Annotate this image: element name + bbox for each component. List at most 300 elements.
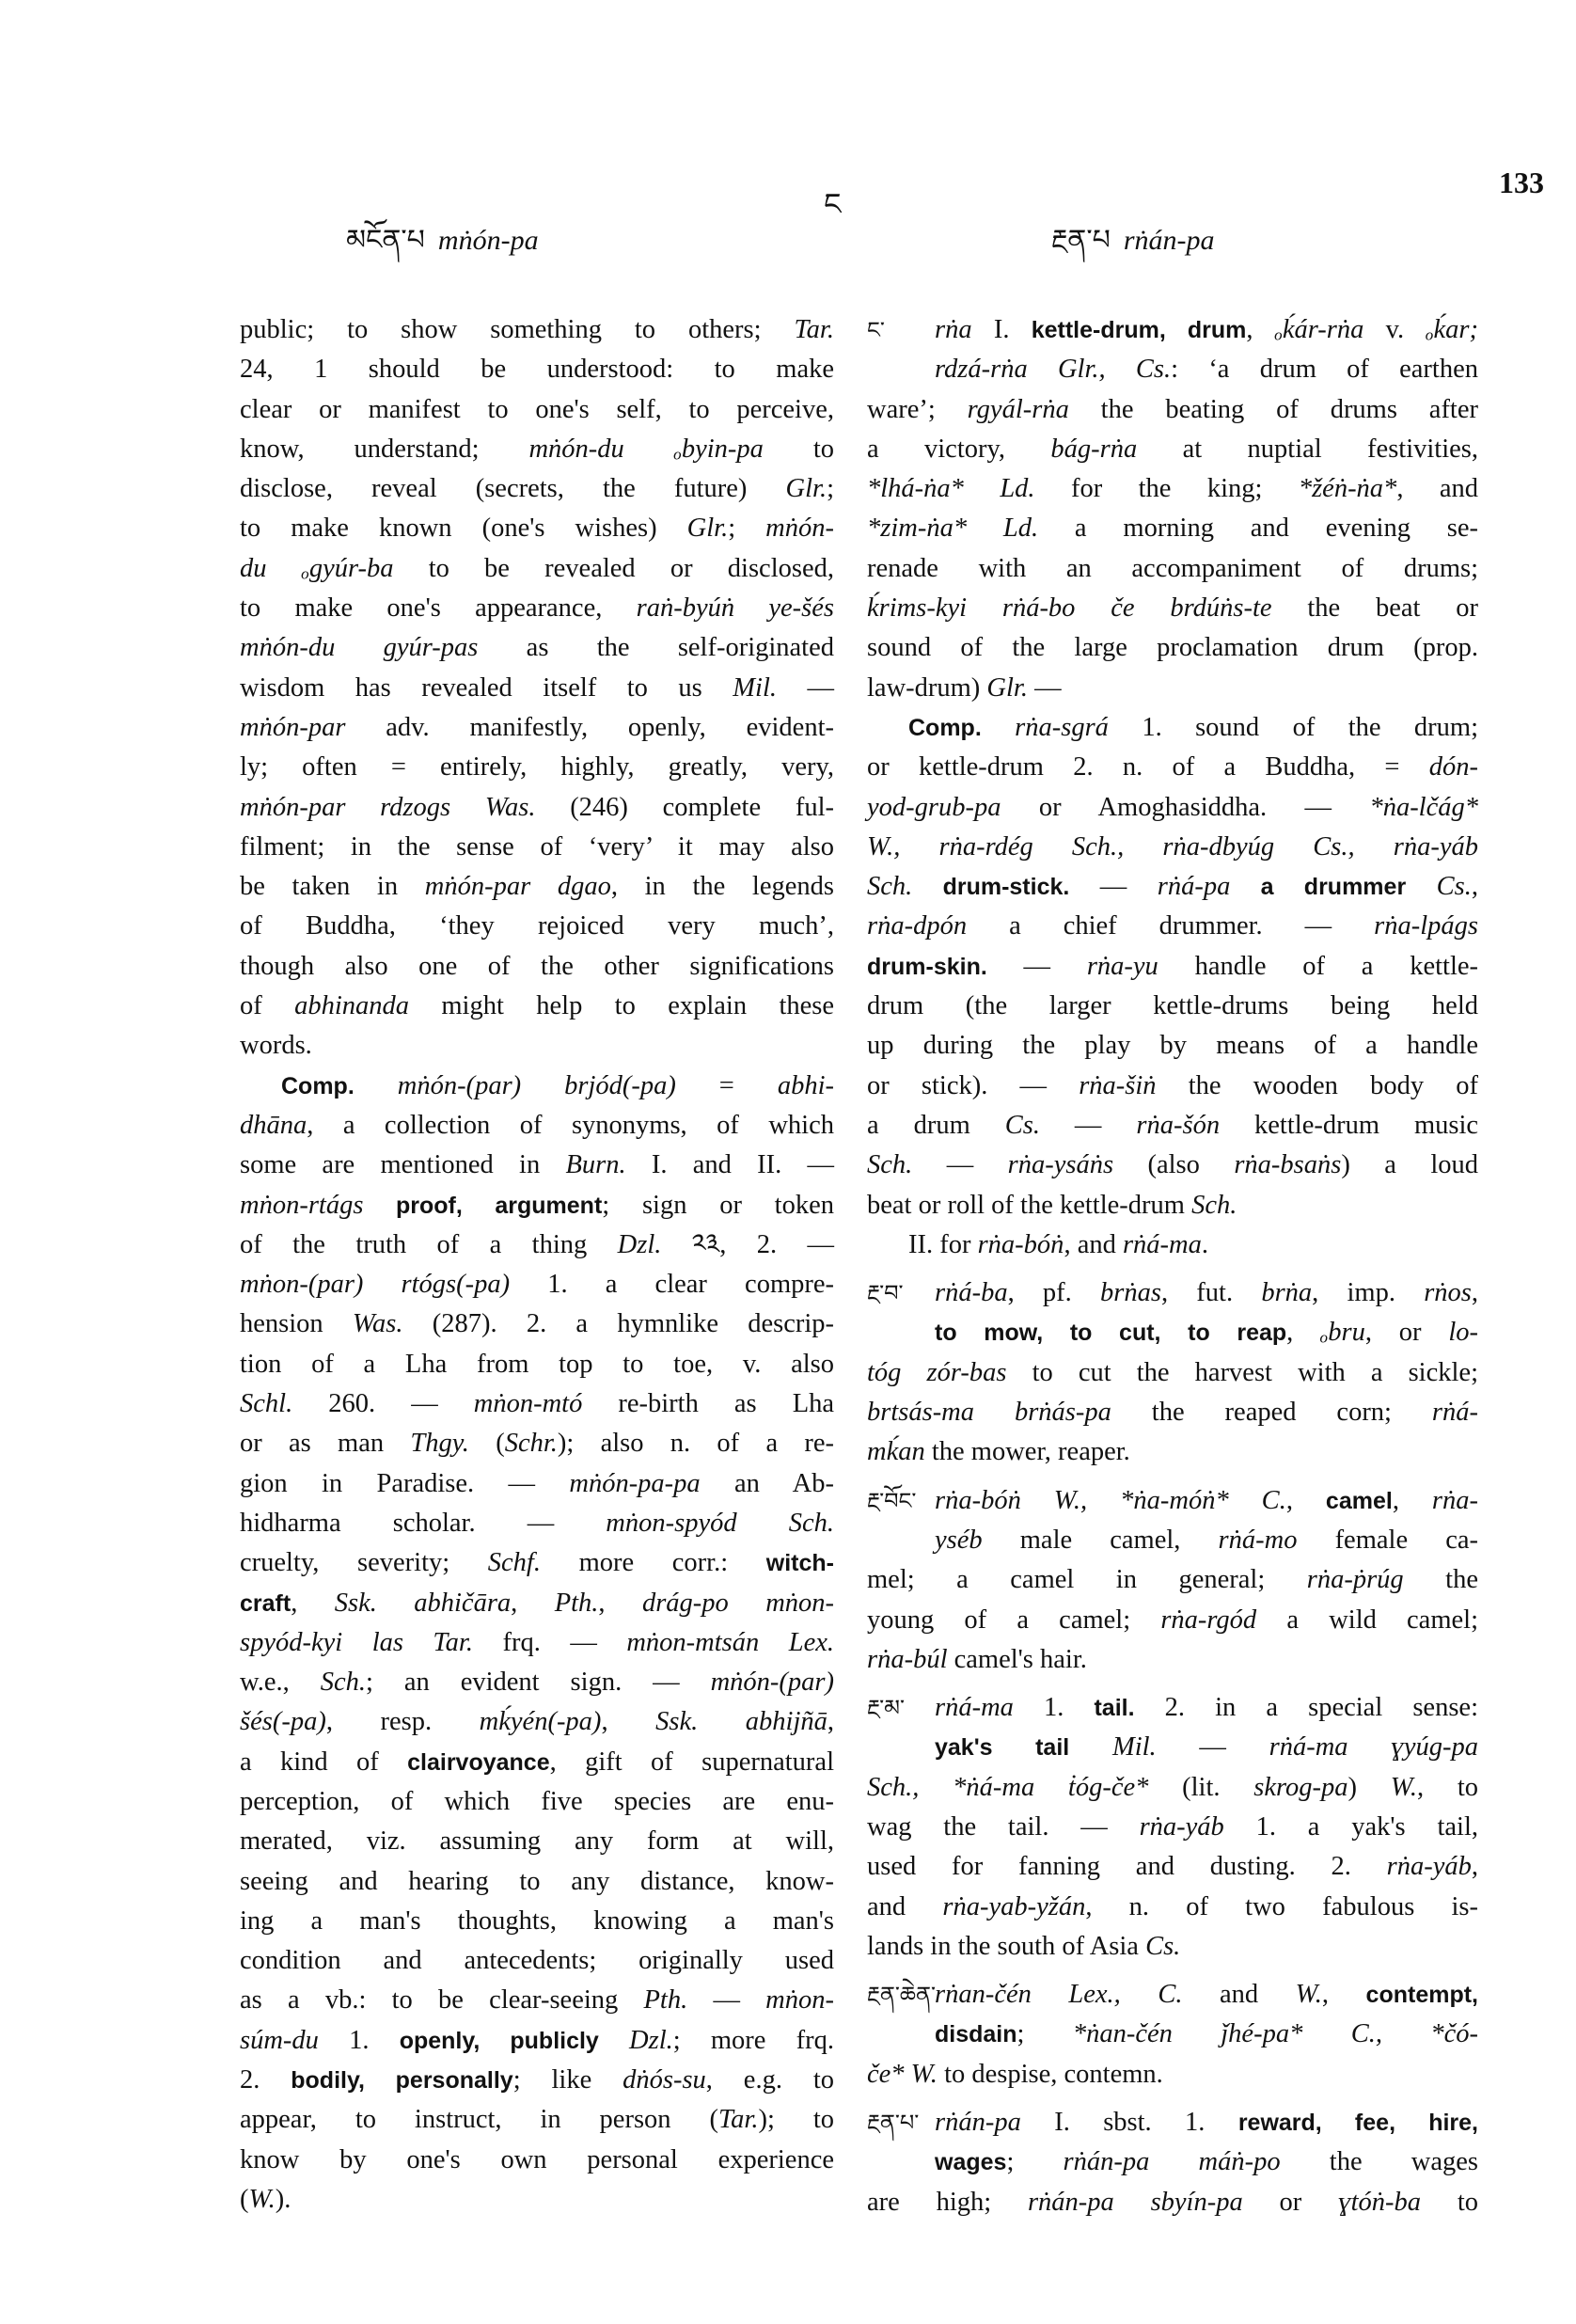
italic-run: Sch., *ṅá-ma ṫóg-če* [867,1772,1149,1802]
text-run: ) a loud [1341,1150,1479,1180]
text-run: ; [1006,2147,1064,2177]
text-run: : ‘a drum of earthen [1171,355,1478,385]
italic-run: rṅá-pa [1157,872,1231,902]
tibetan-headword: རྔ་བོང་ [867,1487,917,1514]
text-run: as the self-originated [478,633,834,663]
text-run: ( [468,1429,505,1459]
text-run: (lit. [1148,1772,1254,1802]
italic-run: Burn. [565,1150,626,1180]
text-run: ly; often = entirely, highly, greatly, very, [240,752,834,783]
text-run: merated, viz. assuming any form at will, [240,1826,834,1857]
text-run: — [776,672,834,703]
bold-gloss: contempt, [1365,1982,1478,2009]
italic-run: šés(-pa) [240,1707,326,1737]
text-line [240,867,834,907]
italic-run: Sch. [1191,1190,1237,1220]
text-line [240,987,834,1026]
text-run: or stick). — [867,1070,1080,1100]
text-run: the wooden body of [1156,1070,1478,1100]
italic-run: Ssk. abhijñā [655,1707,827,1737]
text-run: handle of a kettle- [1158,951,1479,981]
text-run: to make known (one's wishes) [240,514,687,544]
text-run: ; [827,474,834,504]
italic-run: rdzá-rṅa Glr., Cs. [935,355,1172,385]
bold-gloss: reward, fee, hire, [1237,2110,1479,2137]
text-run: , to [1416,1772,1479,1802]
italic-run: skrog-pa [1253,1772,1348,1802]
tibetan-headword: རྔན་ཆེན་ [867,1982,937,2009]
italic-run: Cs. [1145,1931,1181,1961]
italic-run: du ₒgyúr-ba [240,553,394,583]
text-run: 2. [240,2065,292,2095]
bold-gloss: tail. [1094,1695,1135,1722]
italic-run: W. [1295,1980,1322,2010]
text-line [867,708,1478,748]
text-run: , [598,1588,642,1618]
text-line [867,1728,1478,1767]
text-line [867,1353,1478,1393]
text-line [240,1902,834,1941]
italic-run: yod-grub-pa [867,792,1001,822]
text-run: lands in the south of Asia [867,1931,1146,1961]
text-run: the beat or [1271,593,1479,624]
text-run: to cut the harvest with a sickle; [1006,1357,1478,1387]
text-line [240,788,834,828]
italic-run: rṅa-lpágs [1374,911,1478,941]
text-run: tion of a Lha from top to toe, v. also [240,1349,834,1379]
italic-run: rṅán-pa máṅ-po [1063,2147,1281,2177]
text-line [867,2142,1478,2182]
bold-gloss: disdain [935,2021,1017,2048]
italic-run: Pth. [554,1588,599,1618]
italic-run: rṅa-rgód [1160,1605,1257,1635]
italic-run: mṅon- [765,1985,834,2016]
text-run: II. for [908,1229,978,1259]
text-run [1406,872,1436,901]
text-run: ; [1017,2019,1073,2049]
text-line [867,867,1478,907]
text-line [240,2021,834,2061]
left-column [240,310,834,2220]
text-run: , gift of supernatural [549,1747,834,1777]
italic-run: rṅa-yáb [1386,1852,1472,1882]
text-line [867,1432,1478,1472]
text-line [240,589,834,628]
italic-run: mḱyén(-pa) [479,1707,602,1737]
text-run: the [1403,1565,1478,1595]
text-line [240,2100,834,2140]
italic-run: *ṅan-čén ǰhé-pa* C., *čó- [1072,2019,1478,2049]
text-run: ; [728,514,766,544]
text-line [240,748,834,787]
tibetan-headword: རྔན་པ་ [867,2110,920,2137]
text-run: w.e., [240,1668,321,1698]
text-run: , [1286,1318,1321,1348]
text-line [240,1304,834,1344]
text-run [1069,1732,1112,1762]
text-run: 2. in a special sense: [1134,1693,1478,1723]
text-run: the reaped corn; [1111,1398,1432,1428]
text-run: clear or manifest to one's self, to perceive, [240,394,834,424]
text-line [240,1146,834,1185]
text-run: kettle-drum music [1220,1110,1479,1140]
italic-run: Mil. [733,672,777,703]
text-line [240,1265,834,1304]
text-line [240,1424,834,1463]
text-line [867,907,1478,946]
text-run: at nuptial festivities, [1137,434,1478,464]
text-line [867,947,1478,987]
italic-run: Glr. [785,474,827,504]
text-run: , a collection of synonyms, of which [307,1110,834,1140]
text-line [240,1504,834,1543]
italic-run: rṅa-šón [1136,1110,1221,1140]
text-run: 260. — [292,1389,474,1419]
text-run: ware’; [867,394,968,424]
text-run: ing a man's thoughts, knowing a man's [240,1905,834,1936]
italic-run: mṅon-mtó [473,1389,583,1419]
text-run: a morning and evening se- [1038,514,1478,544]
text-run: or [1242,2187,1339,2217]
text-line [240,430,834,469]
italic-run: rṅan-čén Lex., C. [935,1980,1183,2010]
italic-run: rṅá-ba [935,1278,1008,1308]
text-line [867,1927,1478,1967]
text-run: — [1027,672,1062,703]
tibetan-headword: རྔ་མ་ [867,1695,906,1722]
text-run: (246) complete ful- [535,792,834,822]
italic-run: rṅa-yu [1086,951,1158,981]
italic-run: rṅa-yab-yžán [942,1891,1086,1921]
text-run: — [912,1150,1008,1180]
section-letter: ང [824,186,842,222]
italic-run: ₒbru [1320,1318,1365,1348]
text-run: an Ab- [700,1468,835,1498]
italic-run: *lhá-ṅa* Ld. [867,474,1035,504]
text-run: . [1201,1229,1209,1259]
tibetan-headword: ང་ [867,317,885,343]
text-run: I. [971,315,1032,344]
text-run: ( [240,2184,249,2214]
text-line [867,987,1478,1026]
text-run: as a vb.: to be clear-seeing [240,1985,644,2016]
text-line [240,1543,834,1583]
text-run: wag the tail. — [867,1811,1140,1842]
italic-run: Ssk. abhičāra [334,1588,512,1618]
italic-run: rṅos [1424,1278,1472,1308]
text-run: frq. — [472,1627,627,1657]
text-line [240,907,834,946]
text-run: for the king; [1034,474,1299,504]
text-line [867,828,1478,867]
bold-gloss: kettle-drum, drum [1031,317,1247,343]
text-run: 1. [318,2025,400,2055]
bold-gloss: proof, argument [363,1192,603,1219]
text-line [867,1067,1478,1106]
italic-run: Was. [352,1309,403,1339]
italic-run: Cs. [1004,1110,1040,1140]
italic-run: rṅa [935,315,972,344]
italic-run: rṅa-bóṅ [977,1229,1064,1259]
text-run: are high; [867,2187,1028,2217]
italic-run: rṅa-bóṅ W., *ṅa-móṅ* C. [935,1485,1286,1515]
text-line [867,2015,1478,2054]
text-run: (287). 2. a hymnlike descrip- [402,1309,834,1339]
italic-run: mṅón- [765,514,834,544]
italic-run: Glr. [686,514,729,544]
text-run: , [1392,1485,1432,1515]
italic-run: Schf. [487,1548,541,1578]
text-line [240,1782,834,1822]
running-header-right [1051,209,1215,288]
text-run: up during the play by means of a handle [867,1031,1478,1061]
text-run: to be revealed or disclosed, [393,553,834,583]
text-run: , [1471,1852,1478,1882]
text-line [240,1941,834,1981]
right-column [867,310,1478,2222]
text-line [867,589,1478,628]
italic-run: rṅa-ysáṅs [1007,1150,1114,1180]
italic-run: abhi- [777,1070,835,1100]
text-run: gion in Paradise. — [240,1468,570,1498]
bold-gloss: to mow, to cut, to reap [935,1320,1287,1347]
bold-gloss: a drummer [1230,874,1407,901]
text-run: renade with an accompaniment of drums; [867,553,1478,583]
text-run: = [675,1070,778,1100]
text-run: ༢༣, 2. — [661,1229,834,1259]
text-run: ; more frq. [672,2025,834,2055]
text-line [240,947,834,987]
italic-run: mṅon-rtágs [240,1190,364,1220]
italic-run: rṅán-pa sbyín-pa [1027,2187,1243,2217]
bold-gloss: camel [1325,1487,1393,1514]
text-line [867,1026,1478,1066]
italic-run: W., rṅa-rdég Sch., rṅa-dbyúg Cs., rṅa-yáb [867,831,1478,862]
text-run: seeing and hearing to any distance, know- [240,1866,834,1896]
text-run: a drum [867,1110,1005,1140]
italic-run: mṅón-du gyúr-pas [240,633,479,663]
text-run: , and [1064,1229,1123,1259]
italic-run: mḱan [867,1437,925,1467]
italic-run: Schr. [504,1429,558,1459]
text-run: 1. a yak's tail, [1223,1811,1478,1842]
text-run: used for fanning and dusting. 2. [867,1852,1387,1882]
italic-run: tóg zór-bas [867,1357,1007,1387]
text-line [867,350,1478,389]
text-run: ). [275,2184,292,2214]
text-run: camel's hair. [947,1644,1087,1674]
italic-run: dón- [1428,752,1478,783]
text-run: female ca- [1297,1525,1478,1555]
text-line [867,390,1478,430]
text-line [240,828,834,867]
text-run: young of a camel; [867,1605,1161,1635]
text-line [240,1623,834,1663]
text-line [240,1702,834,1742]
running-header-left [346,209,539,288]
text-run: , [1285,1485,1326,1515]
italic-run: W. [1390,1772,1417,1802]
text-line [240,1862,834,1902]
text-run: condition and antecedents; originally used [240,1946,834,1976]
text-line [867,748,1478,787]
italic-run: mṅón-par dgao [424,872,611,902]
text-run: more corr.: [540,1548,766,1578]
text-line [240,1743,834,1782]
text-line [240,1186,834,1225]
text-run: filment; in the sense of ‘very’ it may also [240,831,834,862]
italic-run: abhinanda [294,991,410,1021]
italic-run: Tar. [794,315,834,344]
italic-run: mṅon-mtsán Lex. [626,1627,834,1657]
text-line [867,669,1478,708]
text-run: ); also n. of a re- [557,1429,834,1459]
text-line [240,2141,834,2180]
text-line [867,430,1478,469]
italic-run: *zim-ṅa* Ld. [867,514,1039,544]
text-run: , [1321,1980,1366,2010]
bold-gloss: clairvoyance [407,1748,550,1776]
text-run: 1. a clear compre- [510,1270,834,1300]
text-run: , or [1364,1318,1449,1348]
text-run: , [601,1707,656,1737]
text-run: — [687,1985,766,2016]
text-run: — [1039,1110,1137,1140]
italic-run: rṅá-ma ɣyúg-pa [1269,1732,1478,1763]
text-line [240,1106,834,1146]
italic-run: rṅa-šiṅ [1079,1070,1157,1100]
text-run [982,713,1015,742]
italic-run: raṅ-byúṅ ye-šés [636,593,835,624]
text-run: ; an evident sign. — [366,1668,711,1698]
text-line [867,469,1478,509]
text-line [867,1768,1478,1808]
text-run: drum (the larger kettle-drums being held [867,991,1478,1021]
text-line [867,1521,1478,1560]
text-line [867,509,1478,548]
text-line [240,2180,834,2220]
text-line [240,1663,834,1702]
text-run: of [240,991,295,1021]
text-run: wisdom has revealed itself to us [240,672,733,703]
header-right-translit: rṅán-pa [1123,225,1215,256]
text-line [240,310,834,350]
text-line [240,669,834,708]
text-line [240,1225,834,1265]
text-line [867,2103,1478,2142]
text-run: ; sign or token [602,1190,834,1220]
text-line [240,1345,834,1384]
italic-run: spyód-kyi las Tar. [240,1627,473,1657]
bold-gloss: drum-stick. [912,874,1070,901]
text-run: 24, 1 should be understood: to make [240,355,834,385]
bold-gloss: witch- [765,1550,834,1577]
text-run [355,1071,398,1100]
text-run: or as man [240,1429,411,1459]
italic-run: rṅa-ṗrúg [1306,1565,1404,1595]
italic-run: W. [248,2184,276,2214]
text-line [867,1273,1478,1313]
text-run: and [867,1891,943,1921]
italic-run: mṅon-(par) rtógs(-pa) [240,1270,511,1300]
italic-run: dhāna [240,1110,307,1140]
text-line [240,1026,834,1066]
italic-run: mṅón-par rdzogs Was. [240,792,536,822]
text-run: ; like [512,2065,623,2095]
italic-run: ɣtóṅ-ba [1338,2187,1422,2217]
bold-gloss: Comp. [908,714,982,741]
header-left-tibetan: མངོན་པ [346,224,425,257]
bold-gloss: openly, publicly [399,2027,599,2054]
text-line [867,310,1478,350]
text-line [867,1808,1478,1847]
italic-run: Sch. [867,872,913,902]
text-run: , in the legends [610,872,834,902]
italic-run: rṅa-bsaṅs [1234,1150,1342,1180]
text-run: beat or roll of the kettle-drum [867,1190,1192,1220]
text-run: , [1471,872,1479,902]
text-line [240,549,834,589]
text-run: , [511,1588,555,1618]
italic-run: rṅa-yáb [1139,1811,1224,1842]
italic-run: Dzl. [617,1229,662,1259]
italic-run: Mil. [1111,1732,1157,1763]
text-line [867,1313,1478,1352]
italic-run: Pth. [643,1985,688,2016]
text-run: , e.g. to [705,2065,834,2095]
text-run: , and [1396,474,1478,504]
text-run: 1. sound of the drum; [1108,712,1478,742]
text-run: to make one's appearance, [240,593,637,624]
text-run: re-birth as Lha [582,1389,834,1419]
italic-run: súm-du [240,2025,319,2055]
text-run: and [1182,1980,1296,2010]
italic-run: rṅá-mo [1218,1525,1298,1555]
text-line [240,1822,834,1861]
text-run: , [1246,315,1275,344]
text-run: , imp. [1312,1278,1425,1308]
text-line [867,1146,1478,1185]
text-run: , fut. [1160,1278,1262,1308]
italic-run: mṅón-du ₒbyin-pa [528,434,764,464]
text-run: perception, of which five species are enu- [240,1786,834,1816]
bold-gloss: Comp. [281,1072,355,1099]
italic-run: ₒḱar; [1426,315,1479,344]
italic-run: če* W. [867,2059,938,2089]
italic-run: ₒḱár-rṅa [1274,315,1364,344]
italic-run: brṅa [1261,1278,1313,1308]
text-run: of the truth of a thing [240,1229,618,1259]
text-line [867,788,1478,828]
text-line [240,1981,834,2020]
text-run: law-drum) [867,672,987,703]
text-run: I. sbst. 1. [1020,2108,1238,2138]
text-run: a chief drummer. — [967,911,1375,941]
text-run: ) [1347,1772,1391,1802]
text-run: a victory, [867,434,1051,464]
text-run: might help to explain these [409,991,835,1021]
text-run: appear, to instruct, in person ( [240,2105,718,2135]
italic-run: yséb [935,1525,983,1555]
italic-run: lo- [1448,1318,1478,1348]
bold-gloss: drum-skin. [867,953,987,980]
tibetan-headword: རྔ་བ་ [867,1280,904,1307]
text-line [240,1464,834,1504]
text-run: , pf. [1007,1278,1101,1308]
italic-run: rṅa-dpón [867,911,968,941]
italic-run: Schl. [240,1389,293,1419]
italic-run: ḱrims-kyi rṅá-bo če brdúṅs-te [867,593,1272,624]
